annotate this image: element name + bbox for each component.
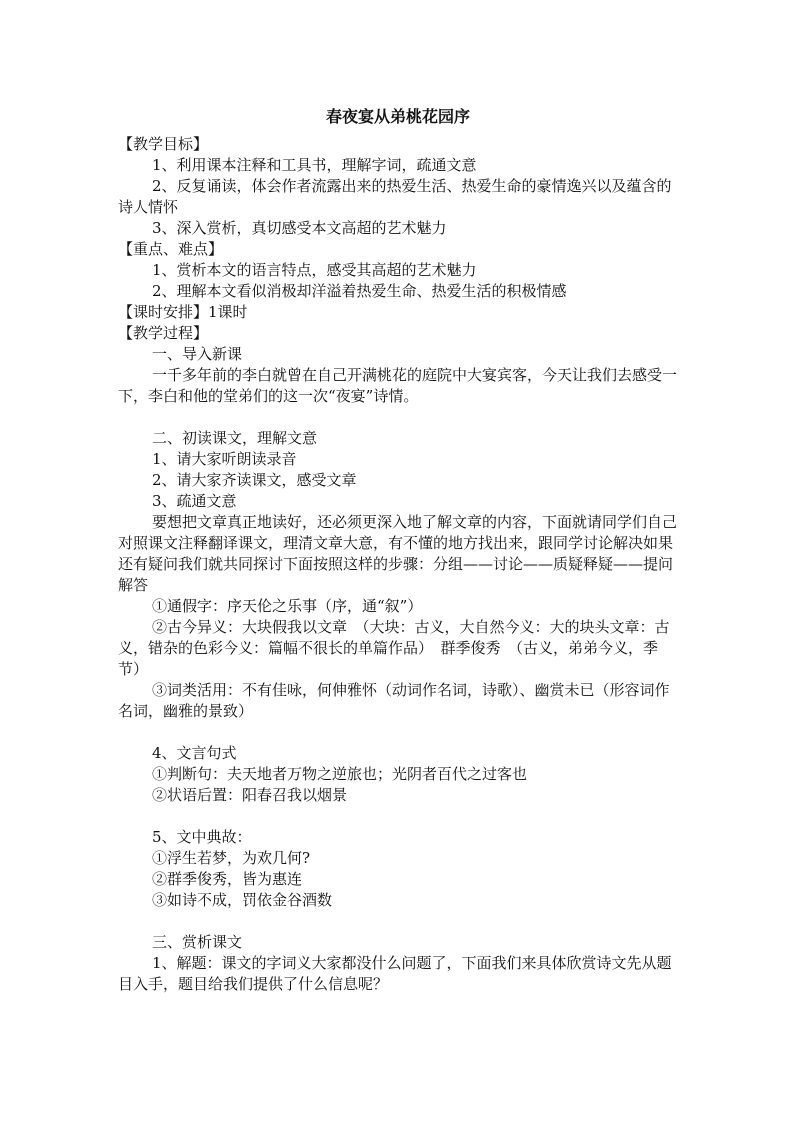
paragraph-translation: 要想把文章真正地读好，还必须更深入地了解文章的内容，下面就请同学们自己对照课文注释翻译课文，理清文章大意，有不懂的地方找出来，跟同学讨论解决如果还有疑问我们就共同探讨下面按照这样的步骤：分组——讨论——质疑释疑——提问解答 [118, 513, 678, 594]
key-point-1: 1、赏析本文的语言特点，感受其高超的艺术魅力 [152, 261, 477, 279]
goal-3: 3、深入赏析，真切感受本文高超的艺术魅力 [152, 219, 447, 237]
allusion-1: ①浮生若梦，为欢几何? [152, 849, 311, 867]
subheading-appreciation: 三、赏析课文 [152, 933, 243, 951]
subheading-intro: 一、导入新课 [152, 345, 243, 363]
step-2: 2、请大家齐读课文，感受文章 [152, 471, 357, 489]
section-heading-process: 【教学过程】 [118, 324, 209, 342]
section-heading-goals: 【教学目标】 [118, 135, 209, 153]
subheading-allusions: 5、文中典故： [152, 828, 252, 846]
paragraph-title-analysis: 1、解题：课文的字词义大家都没什么问题了，下面我们来具体欣赏诗文先从题目入手，题目给我们提供了什么信息呢？ [118, 954, 672, 993]
key-point-2: 2、理解本文看似消极却洋溢着热爱生命、热爱生活的积极情感 [152, 282, 567, 300]
section-heading-schedule: 【课时安排】1课时 [118, 303, 248, 321]
spacer [118, 722, 678, 743]
subheading-first-reading: 二、初读课文，理解文意 [152, 429, 318, 447]
pattern-1: ①判断句：夫天地者万物之逆旅也；光阴者百代之过客也 [152, 765, 528, 783]
spacer [118, 911, 678, 932]
pattern-2: ②状语后置：阳春召我以烟景 [152, 786, 348, 804]
section-heading-key-points: 【重点、难点】 [118, 240, 224, 258]
subheading-sentence-patterns: 4、文言句式 [152, 744, 237, 762]
goal-2: 2、反复诵读，体会作者流露出来的热爱生活、热爱生命的豪情逸兴以及蕴含的诗人情怀 [118, 177, 672, 216]
allusion-3: ③如诗不成，罚依金谷酒数 [152, 891, 333, 909]
allusion-2: ②群季俊秀，皆为惠连 [152, 870, 303, 888]
note-tongjiazi: ①通假字：序天伦之乐事（序，通“叙”） [152, 597, 423, 615]
page-title: 春夜宴从弟桃花园序 [325, 107, 470, 126]
paragraph-intro: 一千多年前的李白就曾在自己开满桃花的庭院中大宴宾客，今天让我们去感受一下，李白和他的堂弟们的这一次“夜宴”诗情。 [118, 366, 678, 405]
spacer [118, 407, 678, 428]
goal-1: 1、利用课本注释和工具书，理解字词，疏通文意 [152, 156, 477, 174]
note-gujinyiyi: ②古今异义：大块假我以文章 （大块：古义，大自然今义：大的块头文章：古义，错杂的色彩今义：篇幅不很长的单篇作品） 群季俊秀 （古义，弟弟今义，季节） [118, 618, 670, 678]
step-1: 1、请大家听朗读录音 [152, 450, 297, 468]
document-body [118, 106, 678, 995]
spacer [118, 806, 678, 827]
step-3: 3、疏通文意 [152, 492, 237, 510]
note-cileihuoyong: ③词类活用：不有佳咏，何伸雅怀（动词作名词，诗歌）、幽赏未已（形容词作名词，幽雅的景致） [118, 681, 670, 720]
